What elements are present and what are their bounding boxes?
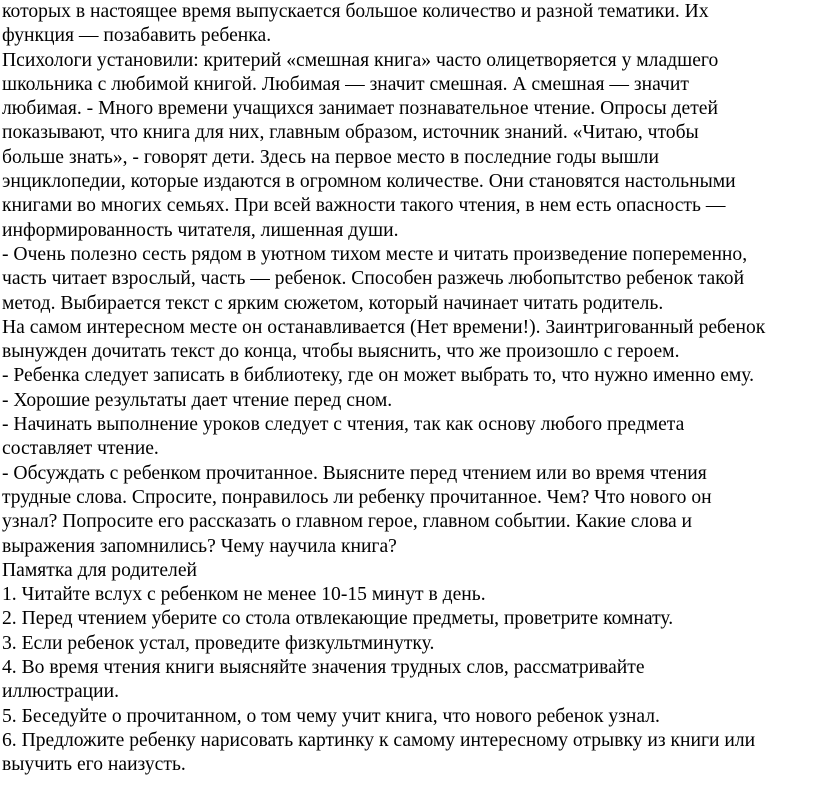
text-line: На самом интересном месте он останавливается (Нет времени!). Заинтригованный ребенок — [2, 316, 766, 338]
text-line: Психологи установили: критерий «смешная книга» часто олицетворяется у младшего — [2, 49, 719, 71]
text-line: показывают, что книга для них, главным образом, источник знаний. «Читаю, чтобы — [2, 122, 699, 144]
text-line: составляет чтение. — [2, 438, 159, 460]
text-line: информированность читателя, лишенная души. — [2, 219, 399, 241]
text-line: часть читает взрослый, часть — ребенок. Способен разжечь любопытство ребенок такой — [2, 268, 745, 290]
text-line: - Очень полезно сесть рядом в уютном тихом месте и читать произведение попеременно, — [2, 243, 748, 265]
list-item: 1. Читайте вслух с ребенком не менее 10-15 минут в день. — [2, 584, 486, 606]
text-line: метод. Выбирается текст с ярким сюжетом, который начинает читать родитель. — [2, 292, 664, 314]
text-line: функция — позабавить ребенка. — [2, 25, 272, 47]
text-line: любимая. - Много времени учащихся занимает познавательное чтение. Опросы детей — [2, 98, 718, 120]
text-line: больше знать», - говорят дети. Здесь на первое место в последние годы вышли — [2, 146, 659, 168]
text-line: - Хорошие результаты дает чтение перед сном. — [2, 389, 393, 411]
text-line: вынужден дочитать текст до конца, чтобы выяснить, что же произошло с героем. — [2, 341, 680, 363]
text-line: которых в настоящее время выпускается большое количество и разной тематики. Их — [2, 1, 709, 22]
text-line: - Начинать выполнение уроков следует с чтения, так как основу любого предмета — [2, 414, 685, 436]
text-line: выражения запомнились? Чему научила книга? — [2, 535, 397, 557]
text-line: энциклопедии, которые издаются в огромном количестве. Они становятся настольными — [2, 171, 736, 193]
list-item: 4. Во время чтения книги выясняйте значения трудных слов, рассматривайте — [2, 657, 645, 679]
list-item: иллюстрации. — [2, 681, 120, 703]
text-line: узнал? Попросите его рассказать о главном герое, главном событии. Какие слова и — [2, 511, 693, 533]
section-heading: Памятка для родителей — [2, 559, 197, 581]
list-item: 5. Беседуйте о прочитанном, о том чему учит книга, что нового ребенок узнал. — [2, 705, 660, 727]
list-item: 2. Перед чтением уберите со стола отвлекающие предметы, проветрите комнату. — [2, 608, 674, 630]
text-line: - Ребенка следует записать в библиотеку, где он может выбрать то, что нужно именно ему. — [2, 365, 755, 387]
text-line: книгами во многих семьях. При всей важности такого чтения, в нем есть опасность — — [2, 195, 726, 217]
text-line: - Обсуждать с ребенком прочитанное. Выясните перед чтением или во время чтения — [2, 462, 707, 484]
text-line: трудные слова. Спросите, понравилось ли ребенку прочитанное. Чем? Что нового он — [2, 486, 712, 508]
list-item: выучить его наизусть. — [2, 754, 186, 776]
text-line: школьника с любимой книгой. Любимая — значит смешная. А смешная — значит — [2, 73, 689, 95]
list-item: 6. Предложите ребенку нарисовать картинку к самому интересному отрывку из книги или — [2, 729, 756, 751]
list-item: 3. Если ребенок устал, проведите физкультминутку. — [2, 632, 435, 654]
